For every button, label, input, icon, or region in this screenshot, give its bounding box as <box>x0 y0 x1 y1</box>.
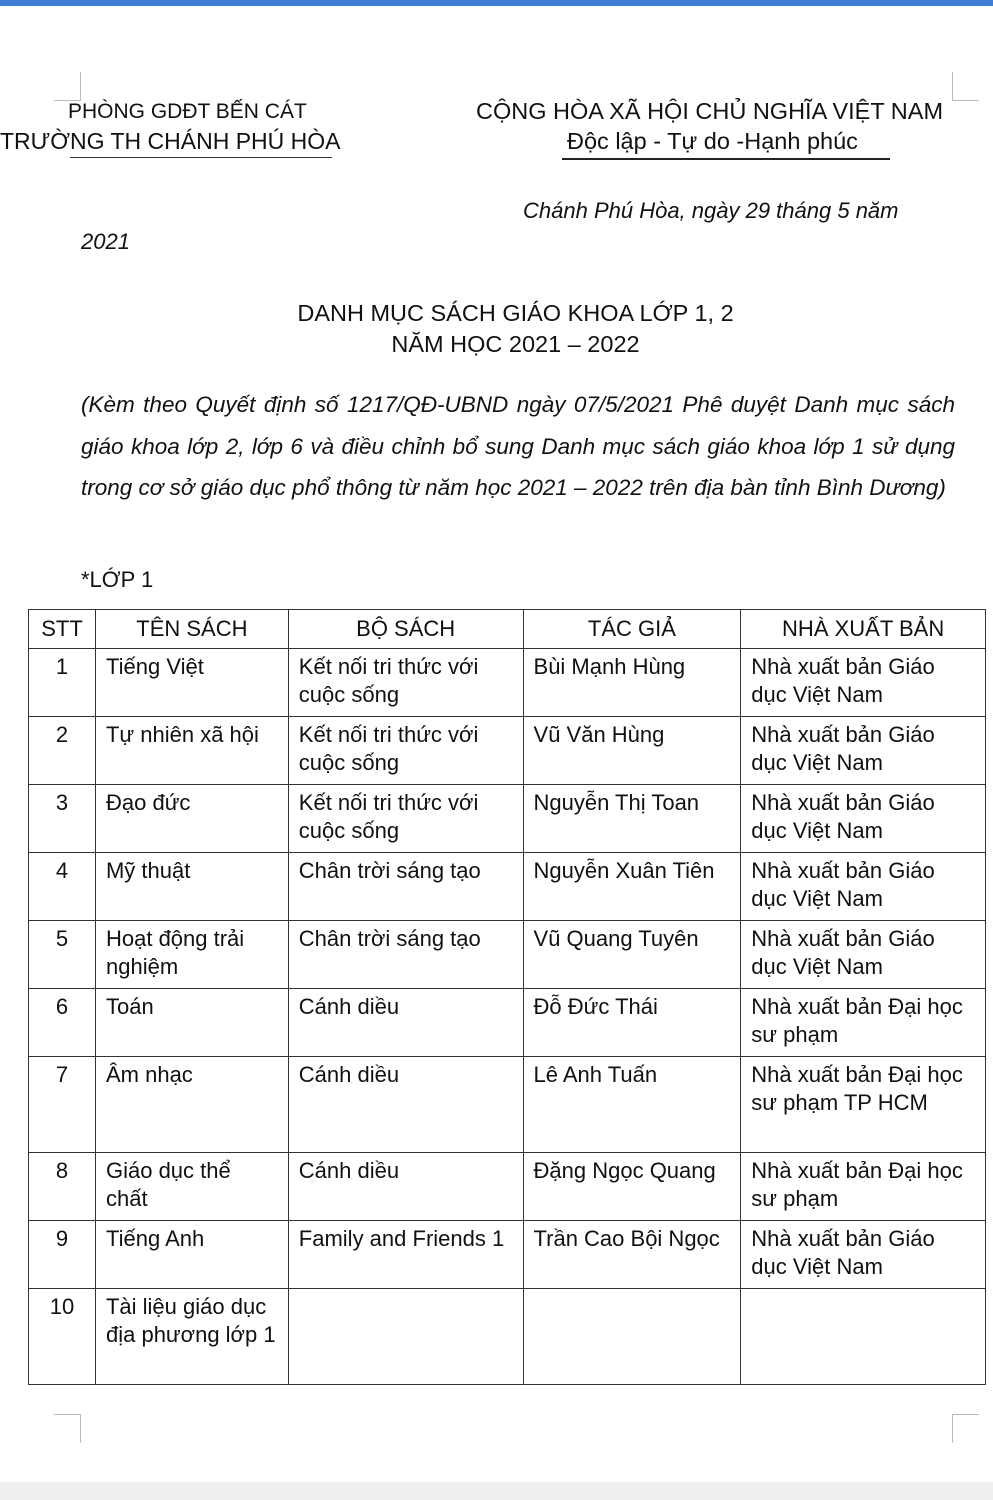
cell-publisher: Nhà xuất bản Đại học sư phạm <box>741 1153 986 1221</box>
header-publisher: NHÀ XUẤT BẢN <box>741 610 986 649</box>
cell-stt: 8 <box>29 1153 96 1221</box>
cell-publisher: Nhà xuất bản Giáo dục Việt Nam <box>741 853 986 921</box>
cell-book-series: Kết nối tri thức với cuộc sống <box>288 785 523 853</box>
page-corner-mark-top-left <box>54 72 81 101</box>
cell-author: Đặng Ngọc Quang <box>523 1153 741 1221</box>
cell-publisher: Nhà xuất bản Giáo dục Việt Nam <box>741 1221 986 1289</box>
header-book-name: TÊN SÁCH <box>95 610 288 649</box>
top-accent-bar <box>0 0 993 6</box>
page-corner-mark-bottom-right <box>952 1414 979 1443</box>
cell-book-name: Hoạt động trải nghiệm <box>95 921 288 989</box>
document-subtitle: NĂM HỌC 2021 – 2022 <box>391 331 640 357</box>
motto-underline <box>562 158 890 160</box>
table-row <box>29 649 986 717</box>
cell-publisher: Nhà xuất bản Giáo dục Việt Nam <box>741 649 986 717</box>
cell-book-series <box>288 1289 523 1385</box>
header-book-series: BỘ SÁCH <box>288 610 523 649</box>
cell-stt: 4 <box>29 853 96 921</box>
table-row <box>29 853 986 921</box>
cell-author <box>523 1289 741 1385</box>
cell-book-series: Chân trời sáng tạo <box>288 853 523 921</box>
page-corner-mark-bottom-left <box>54 1414 81 1443</box>
cell-stt: 10 <box>29 1289 96 1385</box>
cell-stt: 9 <box>29 1221 96 1289</box>
cell-stt: 1 <box>29 649 96 717</box>
document-title: DANH MỤC SÁCH GIÁO KHOA LỚP 1, 2 <box>297 300 734 326</box>
cell-book-name: Tự nhiên xã hội <box>95 717 288 785</box>
cell-author: Bùi Mạnh Hùng <box>523 649 741 717</box>
cell-publisher: Nhà xuất bản Giáo dục Việt Nam <box>741 785 986 853</box>
department-name: PHÒNG GDĐT BẾN CÁT <box>68 100 307 123</box>
decision-note: (Kèm theo Quyết định số 1217/QĐ-UBND ngày 07/5/2021 Phê duyệt Danh mục sách giáo khoa lớp 2, lớp 6 và điều chỉnh bổ sung Danh mục sách giáo khoa lớp 1 sử dụng trong cơ sở giáo dục phổ thông từ năm học 2021 – 2022 trên địa bàn tỉnh Bình Dương) <box>81 392 955 500</box>
table-row <box>29 1057 986 1153</box>
table-row <box>29 1289 986 1385</box>
cell-book-series: Cánh diều <box>288 989 523 1057</box>
cell-author: Nguyễn Xuân Tiên <box>523 853 741 921</box>
cell-author: Đỗ Đức Thái <box>523 989 741 1057</box>
header-stt: STT <box>29 610 96 649</box>
header-author: TÁC GIẢ <box>523 610 741 649</box>
cell-author: Lê Anh Tuấn <box>523 1057 741 1153</box>
document-date-line-2: 2021 <box>81 229 130 254</box>
cell-author: Nguyễn Thị Toan <box>523 785 741 853</box>
cell-publisher: Nhà xuất bản Đại học sư phạm <box>741 989 986 1057</box>
cell-book-series: Kết nối tri thức với cuộc sống <box>288 649 523 717</box>
textbook-table <box>28 609 986 1385</box>
page-corner-mark-top-right <box>952 72 979 101</box>
page-gap-bar <box>0 1482 993 1500</box>
table-row <box>29 989 986 1057</box>
cell-book-series: Cánh diều <box>288 1153 523 1221</box>
school-underline <box>70 157 332 158</box>
cell-publisher: Nhà xuất bản Giáo dục Việt Nam <box>741 921 986 989</box>
school-name: TRƯỜNG TH CHÁNH PHÚ HÒA <box>0 128 341 154</box>
cell-book-name: Đạo đức <box>95 785 288 853</box>
section-label: *LỚP 1 <box>81 567 154 592</box>
national-motto: Độc lập - Tự do -Hạnh phúc <box>567 128 858 154</box>
cell-publisher: Nhà xuất bản Giáo dục Việt Nam <box>741 717 986 785</box>
cell-book-series: Cánh diều <box>288 1057 523 1153</box>
cell-book-name: Âm nhạc <box>95 1057 288 1153</box>
republic-heading: CỘNG HÒA XÃ HỘI CHỦ NGHĨA VIỆT NAM <box>476 98 944 124</box>
table-row <box>29 921 986 989</box>
cell-book-name: Giáo dục thể chất <box>95 1153 288 1221</box>
cell-stt: 3 <box>29 785 96 853</box>
cell-author: Vũ Văn Hùng <box>523 717 741 785</box>
cell-author: Trần Cao Bội Ngọc <box>523 1221 741 1289</box>
cell-book-name: Tiếng Việt <box>95 649 288 717</box>
cell-book-name: Tài liệu giáo dục địa phương lớp 1 <box>95 1289 288 1385</box>
cell-stt: 5 <box>29 921 96 989</box>
cell-publisher: Nhà xuất bản Đại học sư phạm TP HCM <box>741 1057 986 1153</box>
cell-book-name: Tiếng Anh <box>95 1221 288 1289</box>
cell-book-name: Mỹ thuật <box>95 853 288 921</box>
document-date-line-1: Chánh Phú Hòa, ngày 29 tháng 5 năm <box>523 198 899 223</box>
cell-stt: 7 <box>29 1057 96 1153</box>
cell-author: Vũ Quang Tuyên <box>523 921 741 989</box>
table-row <box>29 1153 986 1221</box>
cell-book-series: Chân trời sáng tạo <box>288 921 523 989</box>
cell-book-series: Family and Friends 1 <box>288 1221 523 1289</box>
cell-stt: 6 <box>29 989 96 1057</box>
cell-publisher <box>741 1289 986 1385</box>
table-row <box>29 785 986 853</box>
table-row <box>29 717 986 785</box>
cell-book-series: Kết nối tri thức với cuộc sống <box>288 717 523 785</box>
cell-book-name: Toán <box>95 989 288 1057</box>
table-header-row <box>29 610 986 649</box>
cell-stt: 2 <box>29 717 96 785</box>
table-row <box>29 1221 986 1289</box>
